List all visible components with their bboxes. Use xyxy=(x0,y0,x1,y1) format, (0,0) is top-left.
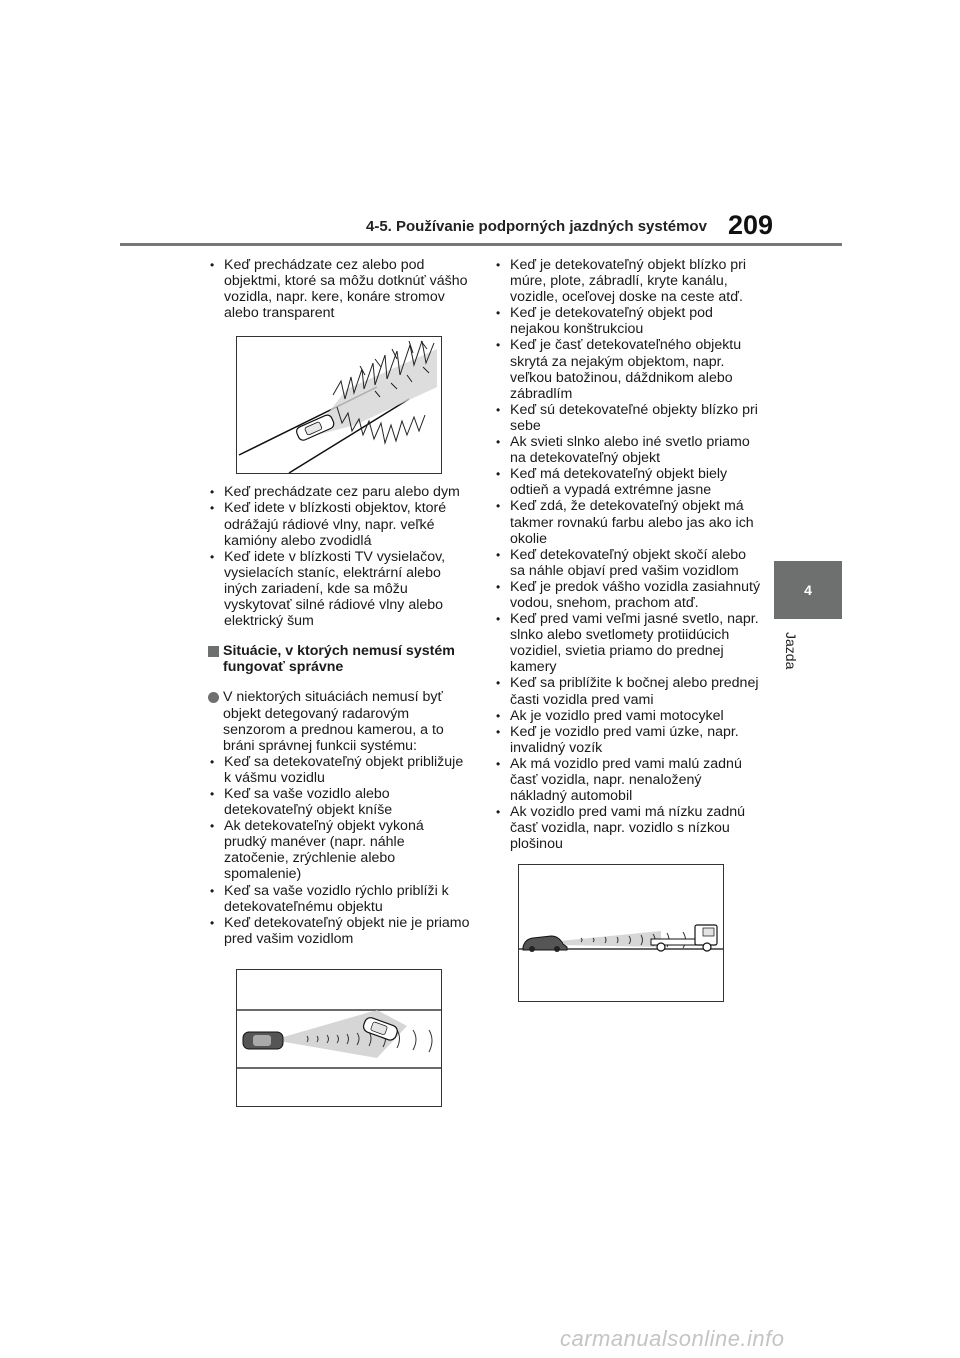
section-intro xyxy=(208,689,470,753)
chapter-label: Jazda xyxy=(783,632,799,670)
circle-bullet-icon xyxy=(208,692,219,703)
bullet-list-right xyxy=(494,257,762,852)
list-item: • Keď sa detekovateľný objekt približuje k vášmu vozidlu xyxy=(208,754,470,786)
list-item: • Keď je detekovateľný objekt pod nejakou konštrukciou xyxy=(494,305,762,337)
truck-illustration-svg xyxy=(519,865,723,1001)
bullet-list-top xyxy=(208,257,470,321)
list-item: • Ak je vozidlo pred vami motocykel xyxy=(494,708,762,724)
list-item: • Keď sú detekovateľné objekty blízko pri sebe xyxy=(494,402,762,434)
list-item: • Keď sa vaše vozidlo rýchlo priblíži k detekovateľnému objektu xyxy=(208,883,470,915)
section-title: 4-5. Používanie podporných jazdných systémov xyxy=(366,218,707,235)
list-item: • Keď má detekovateľný objekt biely odtieň a vypadá extrémne jasne xyxy=(494,466,762,498)
list-item: • Keď idete v blízkosti objektov, ktoré odrážajú rádiové vlny, napr. veľké kamióny alebo zvodidlá xyxy=(208,500,470,548)
illustration-offset-vehicle xyxy=(236,969,442,1107)
chapter-number: 4 xyxy=(804,582,812,598)
section-heading xyxy=(208,643,470,675)
list-item: • Ak vozidlo pred vami má nízku zadnú časť vozidla, napr. vozidlo s nízkou plošinou xyxy=(494,804,762,852)
page-number: 209 xyxy=(728,210,774,240)
right-column xyxy=(494,257,762,852)
list-item: • Ak svieti slnko alebo iné svetlo priamo na detekovateľný objekt xyxy=(494,434,762,466)
section-heading-text: Situácie, v ktorých nemusí systém fungovať správne xyxy=(223,643,455,676)
square-bullet-icon xyxy=(208,646,219,657)
chapter-tab[interactable] xyxy=(774,561,842,619)
illustration-low-platform-truck xyxy=(518,864,724,1002)
header-divider xyxy=(120,243,842,246)
list-item: • Keď je detekovateľný objekt blízko pri múre, plote, zábradlí, kryte kanálu, vozidle, oceľovej doske na ceste atď. xyxy=(494,257,762,305)
branches-illustration-svg xyxy=(237,337,441,473)
left-column xyxy=(208,257,470,1107)
list-item: • Keď je časť detekovateľného objektu skrytá za nejakým objektom, napr. veľkou batožinou, dáždnikom alebo zábradlím xyxy=(494,337,762,401)
list-item: • Keď detekovateľný objekt nie je priamo pred vašim vozidlom xyxy=(208,915,470,947)
ego-vehicle xyxy=(243,1032,283,1049)
section-intro-text: V niektorých situáciách nemusí byť objekt detegovaný radarovým senzorom a prednou kamerou, a to bráni správnej funkcii systému: xyxy=(223,689,444,754)
list-item: • Keď prechádzate cez alebo pod objektmi, ktoré sa môžu dotknúť vášho vozidla, napr. kere, konáre stromov alebo transparent xyxy=(208,257,470,321)
list-item: • Keď je vozidlo pred vami úzke, napr. invalidný vozík xyxy=(494,724,762,756)
list-item: • Ak detekovateľný objekt vykoná prudký manéver (napr. náhle zatočenie, zrýchlenie alebo spomalenie) xyxy=(208,818,470,882)
illustration-overhead-branches xyxy=(236,336,442,474)
list-item: • Keď je predok vášho vozidla zasiahnutý vodou, snehom, prachom atď. xyxy=(494,579,762,611)
offset-vehicle-svg xyxy=(237,970,441,1106)
bullet-list-mid xyxy=(208,484,470,629)
watermark: carmanualsonline.info xyxy=(560,1326,785,1351)
list-item: • Keď prechádzate cez paru alebo dym xyxy=(208,484,470,500)
bullet-list-bottom xyxy=(208,754,470,947)
list-item: • Keď idete v blízkosti TV vysielačov, vysielacích staníc, elektrární alebo iných zariadení, kde sa môžu vyskytovať silné rádiové vlny alebo elektrický šum xyxy=(208,549,470,629)
list-item: • Keď sa vaše vozidlo alebo detekovateľný objekt kníše xyxy=(208,786,470,818)
list-item: • Ak má vozidlo pred vami malú zadnú časť vozidla, napr. nenaložený nákladný automobil xyxy=(494,756,762,804)
list-item: • Keď detekovateľný objekt skočí alebo sa náhle objaví pred vašim vozidlom xyxy=(494,547,762,579)
ego-vehicle xyxy=(523,936,567,952)
list-item: • Keď pred vami veľmi jasné svetlo, napr. slnko alebo svetlomety protiidúcich vozidiel, svietia priamo do prednej kamery xyxy=(494,611,762,675)
list-item: • Keď sa priblížite k bočnej alebo prednej časti vozidla pred vami xyxy=(494,675,762,707)
list-item: • Keď zdá, že detekovateľný objekt má takmer rovnakú farbu alebo jas ako ich okolie xyxy=(494,498,762,546)
